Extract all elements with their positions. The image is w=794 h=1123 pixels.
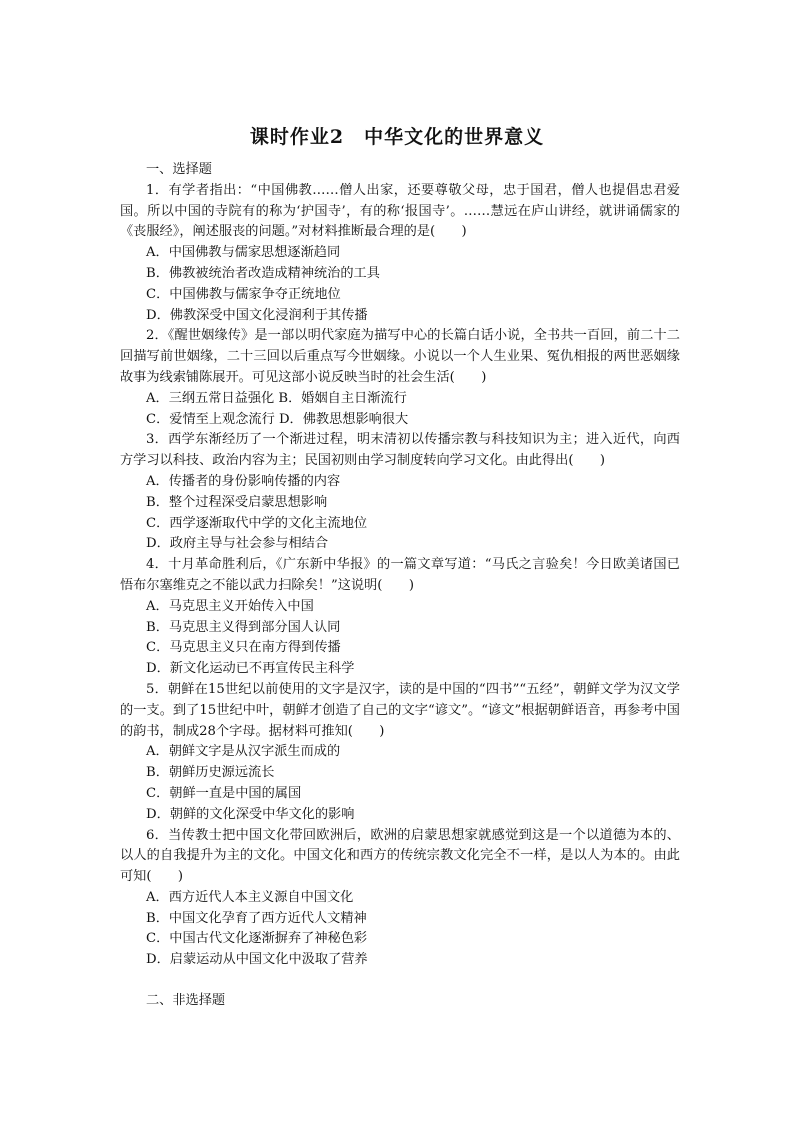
option-d: D．佛教深受中国文化浸润利于其传播 [146, 307, 368, 323]
option-d: D．新文化运动已不再宣传民主科学 [146, 661, 355, 677]
option-d: D．启蒙运动从中国文化中汲取了营养 [146, 952, 368, 968]
option-c: C．西学逐渐取代中学的文化主流地位 [146, 515, 368, 531]
section-heading-choice: 一、选择题 [146, 162, 212, 177]
question-stem: 4．十月革命胜利后，《广东新中华报》的一篇文章写道：“马氏之言验矣！今日欧美诸国已悟布尔塞维克之不能以武力扫除矣！”这说明( ) [120, 557, 680, 593]
question-6 [120, 826, 680, 972]
question-3 [120, 430, 680, 555]
option-a: A．中国佛教与儒家思想逐渐趋同 [146, 245, 341, 261]
option-c: C．中国古代文化逐渐摒弃了神秘色彩 [146, 931, 368, 947]
option-b: B．佛教被统治者改造成精神统治的工具 [146, 265, 380, 281]
question-stem: 1．有学者指出：“中国佛教……僧人出家，还要尊敬父母，忠于国君，僧人也提倡忠君爱国。所以中国的寺院有的称为‘护国寺’，有的称‘报国寺’。……慧远在庐山讲经，就讲诵儒家的《丧服经》，阐述服丧的问题。”对材料推断最合理的是( ) [120, 182, 680, 240]
page-title: 课时作业2 中华文化的世界意义 [249, 126, 545, 148]
option-c: C．马克思主义只在南方得到传播 [146, 640, 341, 656]
option-b: B．中国文化孕育了西方近代人文精神 [146, 910, 367, 926]
option-a: A．朝鲜文字是从汉字派生而成的 [146, 744, 341, 760]
question-stem: 5．朝鲜在15世纪以前使用的文字是汉字，读的是中国的“四书”“五经”，朝鲜文学为汉文学的一支。到了15世纪中叶，朝鲜才创造了自己的文字“谚文”。“谚文”根据朝鲜语音，再参考中国的韵书，制成28个字母。据材料可推知( ) [120, 681, 680, 739]
question-stem: 6．当传教士把中国文化带回欧洲后，欧洲的启蒙思想家就感觉到这是一个以道德为本的、以人的自我提升为主的文化。中国文化和西方的传统宗教文化完全不一样，是以人为本的。由此可知( ) [120, 827, 680, 885]
option-d: D．朝鲜的文化深受中华文化的影响 [146, 806, 355, 822]
option-cd: C．爱情至上观念流行 D．佛教思想影响很大 [146, 411, 409, 427]
question-1 [120, 181, 680, 327]
option-b: B．马克思主义得到部分国人认同 [146, 619, 341, 635]
question-2 [120, 326, 680, 430]
option-a: A．传播者的身份影响传播的内容 [146, 473, 341, 489]
option-a: A．马克思主义开始传入中国 [146, 598, 314, 614]
option-a: A．西方近代人本主义源自中国文化 [146, 889, 354, 905]
question-stem: 3．西学东渐经历了一个渐进过程，明末清初以传播宗教与科技知识为主；进入近代，向西方学习以科技、政治内容为主；民国初则由学习制度转向学习文化。由此得出( ) [120, 432, 680, 469]
option-c: C．中国佛教与儒家争夺正统地位 [146, 286, 341, 302]
question-4 [120, 555, 680, 680]
section-heading-non-choice: 二、非选择题 [146, 993, 226, 1009]
option-b: B．整个过程深受启蒙思想影响 [146, 494, 328, 510]
question-stem: 2．《醒世姻缘传》是一部以明代家庭为描写中心的长篇白话小说，全书共一百回，前二十二回描写前世姻缘，二十三回以后重点写今世姻缘。小说以一个人生业果、冤仇相报的两世恶姻缘故事为线索铺陈展开。可见这部小说反映当时的社会生活( ) [120, 328, 680, 385]
option-ab: A．三纲五常日益强化 B．婚姻自主日渐流行 [146, 390, 407, 406]
option-c: C．朝鲜一直是中国的属国 [146, 785, 302, 801]
question-5 [120, 680, 680, 826]
option-b: B．朝鲜历史源远流长 [146, 765, 275, 781]
option-d: D．政府主导与社会参与相结合 [146, 536, 329, 552]
content-body [120, 160, 680, 1012]
